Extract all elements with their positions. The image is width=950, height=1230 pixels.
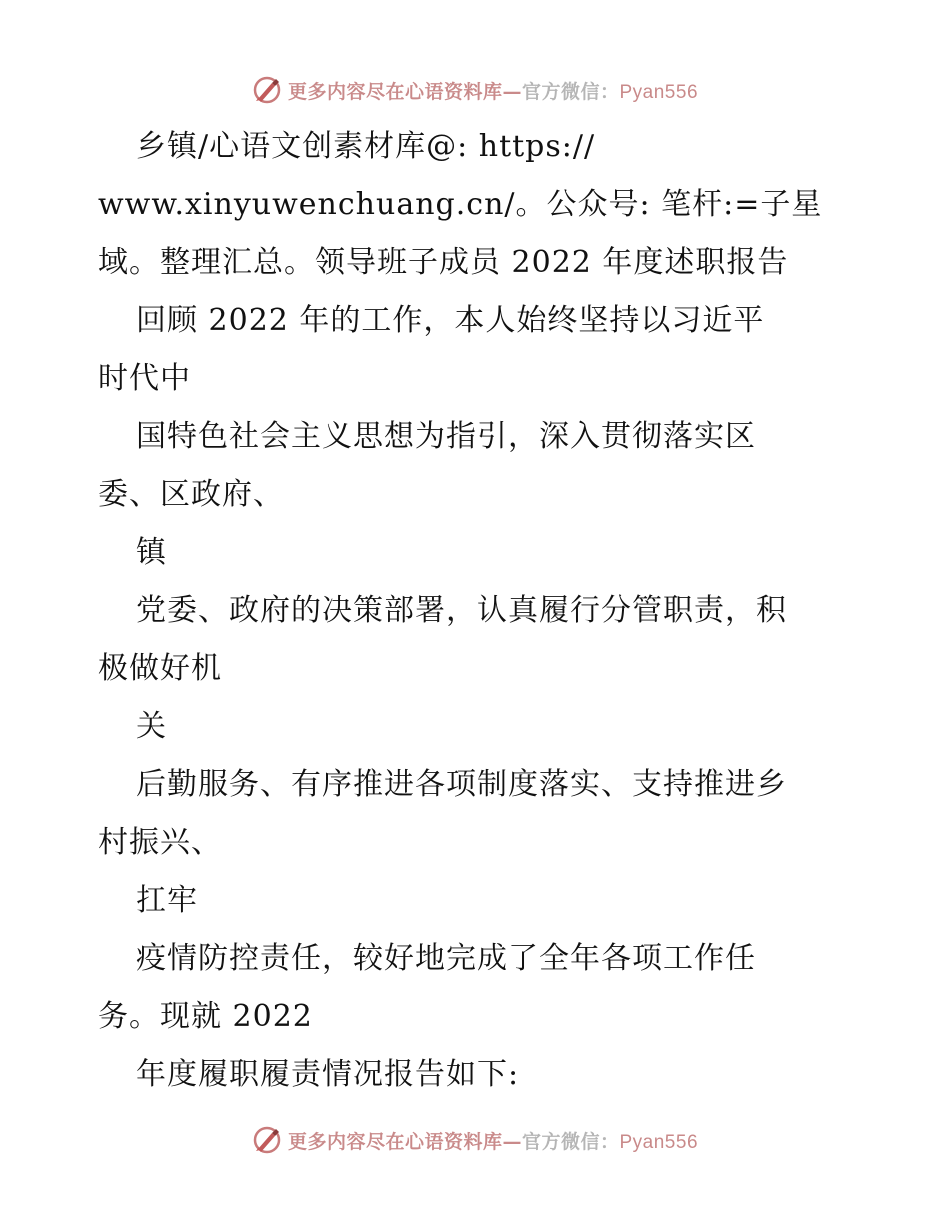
text-line: www.xinyuwenchuang.cn/。公众号: 笔杆:=子星 — [98, 187, 823, 222]
watermark-title: 更多内容尽在心语资料库 — [287, 80, 503, 103]
text-line: 务。现就 2022 — [98, 999, 313, 1034]
watermark-sub: 官方微信： — [521, 80, 620, 103]
text-line: 年度履职履责情况报告如下: — [136, 1057, 520, 1092]
text-line: 党委、政府的决策部署，认真履行分管职责，积 — [136, 593, 787, 628]
text-line: 极做好机 — [98, 651, 222, 686]
watermark-dash: — — [502, 1130, 522, 1153]
watermark-sub: 官方微信： — [521, 1130, 620, 1153]
text-line: 后勤服务、有序推进各项制度落实、支持推进乡 — [136, 767, 787, 802]
watermark-wechat-id: Pyan556 — [619, 81, 699, 103]
watermark-text — [288, 77, 698, 104]
text-line: 疫情防控责任，较好地完成了全年各项工作任 — [136, 941, 756, 976]
pen-logo-icon — [252, 1125, 282, 1155]
watermark-text — [288, 1127, 698, 1154]
text-line: 镇 — [136, 535, 167, 570]
document-body — [98, 118, 868, 1104]
watermark-dash: — — [502, 80, 522, 103]
watermark-wechat-id: Pyan556 — [619, 1131, 699, 1153]
footer-watermark-banner — [0, 1120, 950, 1160]
text-line: 时代中 — [98, 361, 191, 396]
pen-logo-icon — [252, 75, 282, 105]
text-line: 国特色社会主义思想为指引，深入贯彻落实区 — [136, 419, 756, 454]
text-line: 扛牢 — [136, 883, 198, 918]
text-line: 关 — [136, 709, 167, 744]
text-line: 回顾 2022 年的工作，本人始终坚持以习近平 — [136, 303, 765, 338]
header-watermark-banner — [0, 70, 950, 110]
text-line: 域。整理汇总。领导班子成员 2022 年度述职报告 — [98, 245, 789, 280]
text-line: 委、区政府、 — [98, 477, 284, 512]
text-line: 乡镇/心语文创素材库@: https:// — [136, 129, 596, 164]
watermark-title: 更多内容尽在心语资料库 — [287, 1130, 503, 1153]
text-line: 村振兴、 — [98, 825, 222, 860]
